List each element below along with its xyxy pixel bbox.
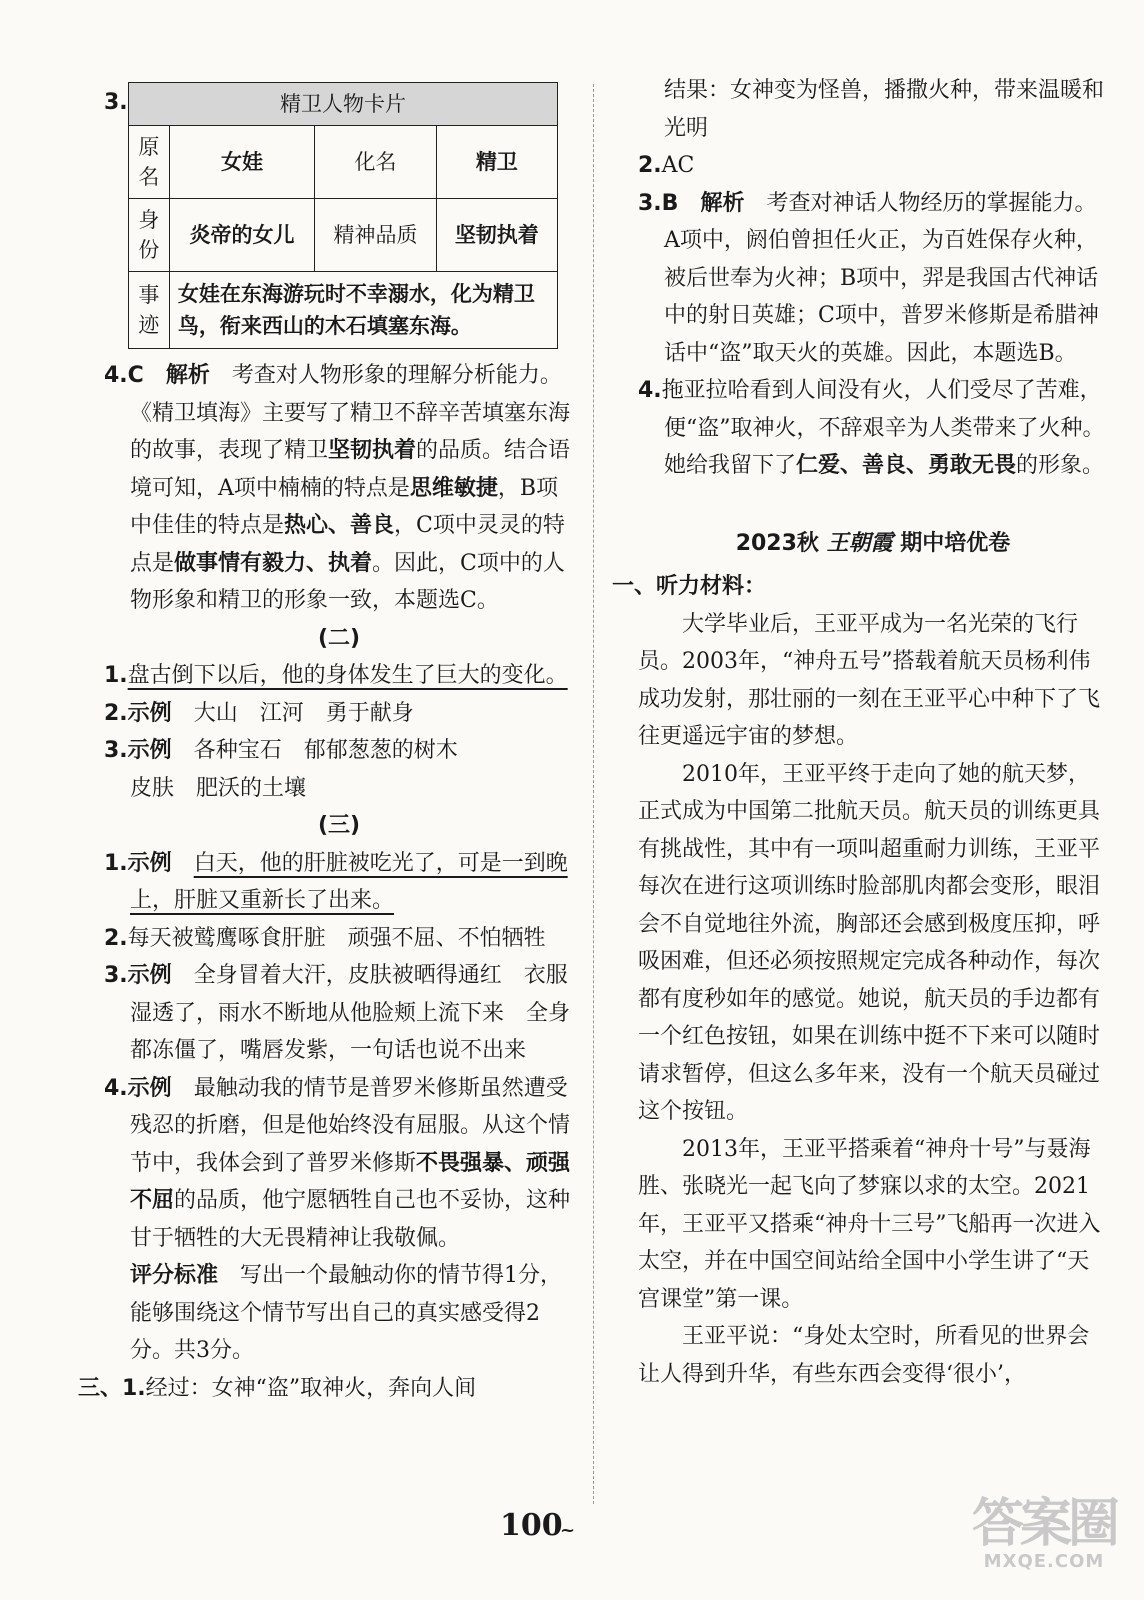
sec-san-1 bbox=[78, 1370, 574, 1408]
sec3-a4 bbox=[104, 1070, 574, 1258]
scoring-label: 评分标准 bbox=[130, 1263, 219, 1288]
answer-text: 各种宝石 郁郁葱葱的树木 bbox=[193, 738, 458, 763]
number: 3.示例 bbox=[104, 738, 172, 763]
left-column bbox=[78, 72, 574, 1407]
section-heading-3: (三) bbox=[317, 813, 361, 838]
table-row bbox=[129, 199, 558, 272]
answer-text: 全身冒着大汗，皮肤被晒得通红 衣服湿透了，雨水不断地从他脸颊上流下来 全身都冻僵了，嘴唇发紫，一句话也说不出来 bbox=[130, 963, 571, 1063]
number: 4.示例 bbox=[104, 1075, 172, 1101]
analysis-head: B 解析 bbox=[661, 190, 745, 216]
table-cell: 炎帝的女儿 bbox=[169, 199, 314, 272]
number: 4. bbox=[638, 378, 662, 403]
table-cell: 原名 bbox=[129, 126, 170, 199]
q4-text: ，B项中佳佳的特点是 bbox=[130, 475, 559, 538]
listening-paragraph: 王亚平说：“身处太空时，所看见的世界会让人得到升华，有些东西会变得‘很小’， bbox=[638, 1324, 1090, 1387]
answer-text: 的品质，他宁愿牺牲自己也不妥协，这种甘于牺牲的大无畏精神让我敬佩。 bbox=[130, 1188, 571, 1251]
answer-text: 经过：女神“盗”取神火，奔向人间 bbox=[145, 1375, 477, 1401]
sec2-a2 bbox=[104, 695, 574, 733]
result-line: 结果：女神变为怪兽，播撒火种，带来温暖和光明 bbox=[664, 78, 1105, 141]
table-cell: 事迹 bbox=[129, 272, 170, 349]
table-cell: 女娃 bbox=[169, 126, 314, 199]
number: 2. bbox=[104, 925, 128, 951]
number: 3.示例 bbox=[104, 963, 172, 988]
watermark-url: MXQE.COM bbox=[983, 1551, 1105, 1572]
r-q3 bbox=[638, 185, 1108, 373]
underlined-sentence: 盘古倒下以后，他的身体发生了巨大的变化。 bbox=[127, 663, 568, 688]
section-heading-2: (二) bbox=[317, 625, 361, 651]
number: 2.示例 bbox=[104, 700, 172, 726]
q3-number: 3. bbox=[104, 90, 128, 115]
underlined-sentence: 白天，他的肝脏被吃光了，可是一到晚上，肝脏又重新长了出来。 bbox=[130, 850, 568, 913]
table-row bbox=[129, 272, 558, 349]
sec2-a3 bbox=[104, 732, 574, 770]
q4-head: C 解析 bbox=[127, 363, 210, 388]
exam-title-year: 2023秋 bbox=[735, 530, 819, 556]
table-row bbox=[129, 126, 558, 199]
number: 三、1. bbox=[78, 1375, 146, 1401]
number: 3. bbox=[638, 190, 662, 216]
column-divider bbox=[593, 84, 594, 1504]
q3-card bbox=[104, 82, 574, 349]
table-cell: 精神品质 bbox=[315, 199, 436, 272]
listening-paragraph: 2010年，王亚平终于走向了她的航天梦，正式成为中国第二批航天员。航天员的训练更具有挑战性，其中有一项叫超重耐力训练，王亚平每次在进行这项训练时脸部肌肉都会变形，眼泪会不自觉地往外流，胸部还会感到极度压抑，呼吸困难，但还必须按照规定完成各种动作，每次都有度秒如年的感觉。她说，航天员的手边都有一个红色按钮，如果在训练中挺不下来可以随时请求暂停，但这么多年来，没有一个航天员碰过这个按钮。 bbox=[638, 761, 1101, 1124]
jingwei-card-table bbox=[128, 82, 558, 349]
table-title: 精卫人物卡片 bbox=[129, 83, 558, 126]
number: 1.示例 bbox=[104, 850, 172, 876]
answer-text: AC bbox=[661, 153, 695, 178]
watermark bbox=[971, 1494, 1116, 1572]
answer-text: 大山 江河 勇于献身 bbox=[193, 700, 414, 726]
answer-text: 每天被鹫鹰啄食肝脏 顽强不屈、不怕牺牲 bbox=[127, 925, 546, 951]
q4-text: 的品质。结合语境可知，A项中楠楠的特点是 bbox=[130, 438, 571, 501]
answer-bold: 不畏强暴、顽强不屈 bbox=[130, 1150, 571, 1213]
number: 2. bbox=[638, 153, 662, 178]
answer-bold: 仁爱、善良、勇敢无畏 bbox=[796, 453, 1017, 478]
exam-title bbox=[638, 525, 1108, 563]
answer-text: 的形象。 bbox=[1016, 453, 1105, 478]
table-cell: 精卫 bbox=[436, 126, 557, 199]
answer-text: 考查对神话人物经历的掌握能力。A项中，阏伯曾担任火正，为百姓保存火种，被后世奉为火神；B项中，羿是我国古代神话中的射日英雄；C项中，普罗米修斯是希腊神话中“盗”取天火的英雄。因此，本题选B。 bbox=[664, 190, 1099, 366]
watermark-logo: 答案圈 bbox=[971, 1494, 1116, 1554]
right-column bbox=[612, 72, 1108, 1393]
sec3-a3 bbox=[104, 957, 574, 1070]
q4-text: 考查对人物形象的理解分析能力。《精卫填海》主要写了精卫不辞辛苦填塞东海的故事，表现了精卫 bbox=[130, 363, 571, 463]
table-cell: 坚韧执着 bbox=[436, 199, 557, 272]
page-number: 100 ~ bbox=[500, 1508, 563, 1543]
q4-bold: 思维敏捷 bbox=[409, 475, 498, 501]
listening-paragraph: 大学毕业后，王亚平成为一名光荣的飞行员。2003年，“神舟五号”搭载着航天员杨利伟成功发射，那壮丽的一刻在王亚平心中种下了飞往更遥远宇宙的梦想。 bbox=[638, 611, 1101, 749]
r-q2 bbox=[638, 147, 1108, 185]
q4-number: 4. bbox=[104, 363, 128, 388]
table-cell: 化名 bbox=[315, 126, 436, 199]
exam-title-name: 期中培优卷 bbox=[900, 530, 1011, 556]
listening-paragraph: 2013年，王亚平搭乘着“神舟十号”与聂海胜、张晓光一起飞向了梦寐以求的太空。2021年，王亚平又搭乘“神舟十三号”飞船再一次进入太空，并在中国空间站给全国中小学生讲了“天宫课堂”第一课。 bbox=[638, 1136, 1101, 1312]
r-q4 bbox=[638, 372, 1108, 485]
number: 1. bbox=[104, 663, 128, 688]
table-cell: 身份 bbox=[129, 199, 170, 272]
table-cell: 女娃在东海游玩时不幸溺水，化为精卫鸟，衔来西山的木石填塞东海。 bbox=[169, 272, 557, 349]
q4-bold: 热心、善良 bbox=[284, 513, 395, 538]
answer-text: 拖亚拉哈看到人间没有火，人们受尽了苦难，便“盗”取神火，不辞艰辛为人类带来了火种。她给我留下了 bbox=[661, 378, 1105, 478]
brand-logo: 王朝霞 bbox=[826, 529, 893, 556]
sec3-a2 bbox=[104, 920, 574, 958]
sec3-a1 bbox=[104, 845, 574, 920]
sec2-a3-cont: 皮肤 肥沃的土壤 bbox=[130, 775, 307, 801]
q4-text: 。因此，C项中的人物形象和精卫的形象一致，本题选C。 bbox=[130, 550, 565, 613]
q4-text: ，C项中灵灵的特点是 bbox=[130, 513, 565, 576]
q4-bold: 做事情有毅力、执着 bbox=[174, 550, 373, 576]
listening-heading: 一、听力材料： bbox=[612, 574, 767, 599]
q4-bold: 坚韧执着 bbox=[328, 438, 417, 463]
scoring-criteria bbox=[104, 1257, 574, 1370]
scoring-text: 写出一个最触动你的情节得1分，能够围绕这个情节写出自己的真实感受得2分。共3分。 bbox=[130, 1263, 563, 1363]
sec2-a1 bbox=[104, 657, 574, 695]
answer-text: 最触动我的情节是普罗米修斯虽然遭受残忍的折磨，但是他始终没有屈服。从这个情节中，我体会到了普罗米修斯 bbox=[130, 1075, 571, 1176]
q4-answer bbox=[104, 357, 574, 620]
